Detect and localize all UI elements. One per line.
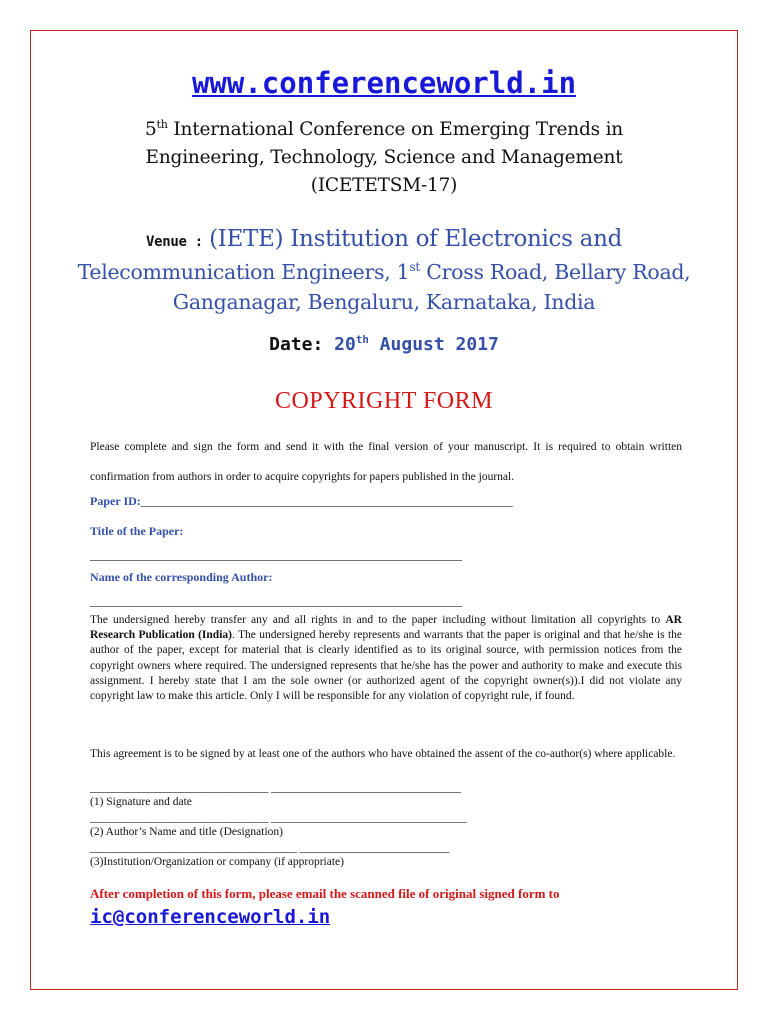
submission-instruction: After completion of this form, please email the scanned file of original signed form to: [90, 886, 560, 901]
venue-block: [30, 224, 738, 317]
email-link[interactable]: ic@conferenceworld.in: [90, 906, 331, 928]
signature-line-3[interactable]: ____________________________________ __________________________: [90, 842, 450, 854]
agreement-text: This agreement is to be signed by at least one of the authors who have obtained the assent of the co-author(s) where applicable.: [90, 748, 676, 760]
conference-title: [30, 116, 738, 200]
signature-line-2[interactable]: _______________________________ __________________________________: [90, 812, 467, 824]
website-link[interactable]: www.conferenceworld.in: [191, 66, 577, 100]
author-name-label: Name of the corresponding Author:: [90, 570, 273, 584]
venue-label: Venue :: [145, 234, 203, 250]
copyright-transfer-text: The undersigned hereby transfer any and all rights in and to the paper including without limitation all copyrights to AR Research Publication (India). The undersigned hereby represents and warrants that the paper is original and that he/she is the author of the paper, except for material that is clearly identified as to its original source, with permission notices from the copyright owners where required. The undersigned represents that he/she has the power and authority to make and execute this assignment. I hereby state that I am the sole owner (or authorized agent of the copyright owner(s)).I did not violate any copyright law to make this article. Only I will be responsible for any violation of copyright rule, if found.: [90, 614, 682, 703]
paper-title-line[interactable]: ______________________________________________________________: [90, 548, 462, 562]
paper-title-label: Title of the Paper:: [90, 524, 184, 538]
venue-line3: Ganganagar, Bengaluru, Karnataka, India: [172, 290, 596, 314]
conference-acronym: (ICETETSM-17): [310, 175, 458, 196]
intro-text: Please complete and sign the form and send it with the final version of your manuscript. It is required to obtain written confirmation from authors in order to acquire copyrights for papers published in the journal.: [90, 441, 682, 483]
signature-caption-1: (1) Signature and date: [90, 796, 192, 808]
conference-title-line2: Engineering, Technology, Science and Management: [145, 147, 623, 168]
signature-line-1[interactable]: _______________________________ _________________________________: [90, 782, 461, 794]
venue-line2: Telecommunication Engineers, 1st Cross Road, Bellary Road,: [77, 260, 691, 284]
event-date: [30, 334, 738, 355]
date-label: Date:: [269, 334, 324, 355]
form-title: COPYRIGHT FORM: [275, 388, 493, 414]
signature-caption-3: (3)Institution/Organization or company (if appropriate): [90, 856, 344, 868]
date-value: 20th August 2017: [334, 333, 499, 355]
conference-title-line1: 5th International Conference on Emerging Trends in: [144, 117, 624, 140]
paper-id-field[interactable]: Paper ID:______________________________________________________________: [90, 494, 513, 508]
signature-caption-2: (2) Author’s Name and title (Designation): [90, 826, 284, 838]
venue-line1: Venue : (IETE) Institution of Electronics and: [145, 226, 623, 252]
author-name-line[interactable]: ______________________________________________________________: [90, 594, 462, 608]
